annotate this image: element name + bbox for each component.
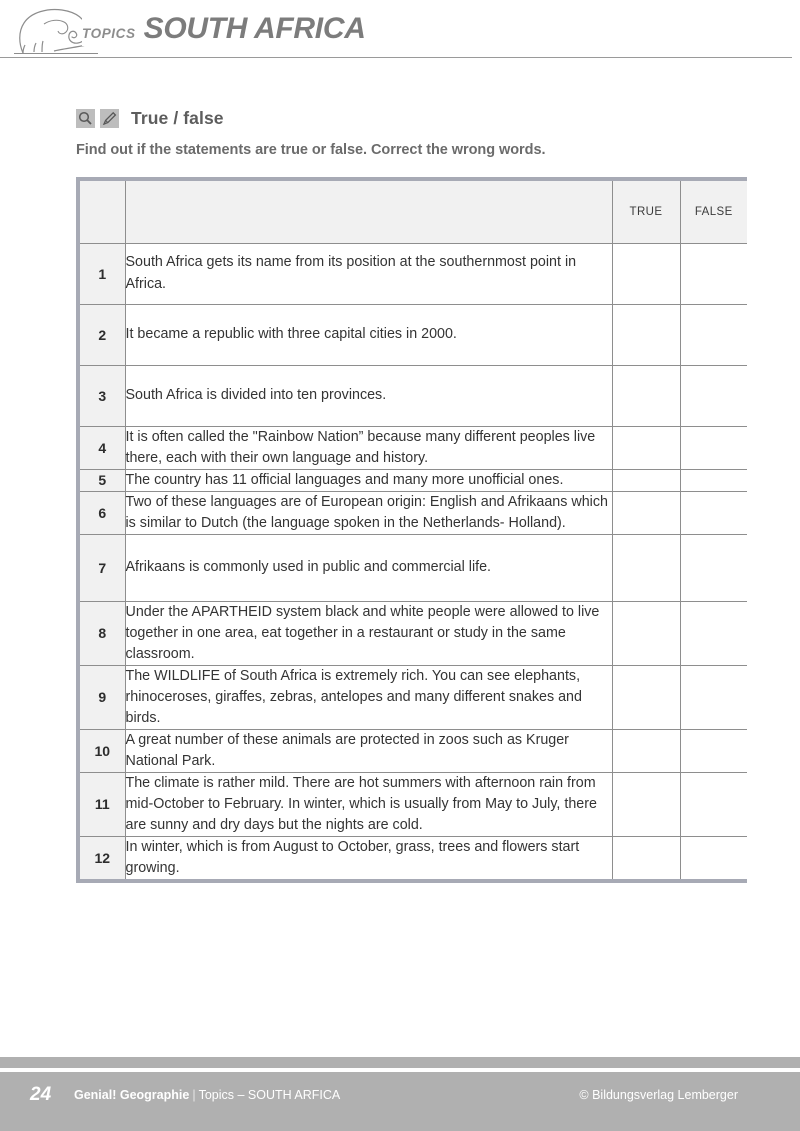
footer-separator: | bbox=[192, 1088, 196, 1102]
row-true-checkbox[interactable] bbox=[612, 729, 680, 772]
row-false-checkbox[interactable] bbox=[680, 534, 747, 601]
header-true: TRUE bbox=[612, 181, 680, 243]
row-number: 11 bbox=[80, 772, 125, 836]
row-number: 9 bbox=[80, 665, 125, 729]
row-false-checkbox[interactable] bbox=[680, 365, 747, 426]
table-row bbox=[80, 469, 747, 491]
page-footer bbox=[0, 1072, 800, 1131]
row-number: 4 bbox=[80, 426, 125, 469]
footer-chapter: Topics – SOUTH ARFICA bbox=[198, 1088, 341, 1102]
row-statement: The country has 11 official languages and many more unofficial ones. bbox=[125, 469, 612, 491]
row-false-checkbox[interactable] bbox=[680, 469, 747, 491]
task-title-row bbox=[76, 108, 800, 129]
table-row bbox=[80, 534, 747, 601]
task-instruction: Find out if the statements are true or false. Correct the wrong words. bbox=[76, 142, 546, 158]
row-statement: It is often called the "Rainbow Nation” because many different peoples live there, each with their own language and history. bbox=[125, 426, 612, 469]
row-false-checkbox[interactable] bbox=[680, 304, 747, 365]
row-statement: Afrikaans is commonly used in public and commercial life. bbox=[125, 534, 612, 601]
row-number: 5 bbox=[80, 469, 125, 491]
header-number-blank bbox=[80, 181, 125, 243]
row-number: 10 bbox=[80, 729, 125, 772]
header-topics-label: TOPICS bbox=[82, 26, 136, 41]
true-false-table-container bbox=[76, 177, 747, 883]
row-number: 6 bbox=[80, 491, 125, 534]
page-header bbox=[0, 0, 800, 78]
row-statement: A great number of these animals are protected in zoos such as Kruger National Park. bbox=[125, 729, 612, 772]
table-row bbox=[80, 304, 747, 365]
row-statement: Two of these languages are of European origin: English and Afrikaans which is similar to Dutch (the language spoken in the Netherlands- Holland). bbox=[125, 491, 612, 534]
row-false-checkbox[interactable] bbox=[680, 426, 747, 469]
true-false-table bbox=[80, 181, 747, 879]
table-row bbox=[80, 836, 747, 879]
table-row bbox=[80, 729, 747, 772]
footer-page-number: 24 bbox=[30, 1084, 52, 1105]
row-false-checkbox[interactable] bbox=[680, 729, 747, 772]
table-row bbox=[80, 601, 747, 665]
row-number: 3 bbox=[80, 365, 125, 426]
row-statement: It became a republic with three capital cities in 2000. bbox=[125, 304, 612, 365]
row-true-checkbox[interactable] bbox=[612, 772, 680, 836]
pencil-icon bbox=[100, 109, 119, 128]
row-true-checkbox[interactable] bbox=[612, 534, 680, 601]
row-statement: Under the APARTHEID system black and white people were allowed to live together in one area, eat together in a restaurant or study in the same classroom. bbox=[125, 601, 612, 665]
row-number: 8 bbox=[80, 601, 125, 665]
table-row bbox=[80, 243, 747, 304]
task-title: True / false bbox=[131, 108, 224, 128]
footer-accent-band bbox=[0, 1057, 800, 1068]
row-true-checkbox[interactable] bbox=[612, 469, 680, 491]
row-true-checkbox[interactable] bbox=[612, 426, 680, 469]
table-row bbox=[80, 772, 747, 836]
row-false-checkbox[interactable] bbox=[680, 601, 747, 665]
row-statement: South Africa is divided into ten provinces. bbox=[125, 365, 612, 426]
footer-copyright: © Bildungsverlag Lemberger bbox=[579, 1088, 738, 1102]
page-title: SOUTH AFRICA bbox=[143, 12, 366, 45]
table-body bbox=[80, 243, 747, 879]
row-statement: In winter, which is from August to October, grass, trees and flowers start growing. bbox=[125, 836, 612, 879]
table-row bbox=[80, 665, 747, 729]
row-false-checkbox[interactable] bbox=[680, 665, 747, 729]
task-block bbox=[76, 108, 800, 158]
row-false-checkbox[interactable] bbox=[680, 836, 747, 879]
header-statement-blank bbox=[125, 181, 612, 243]
row-number: 12 bbox=[80, 836, 125, 879]
magnifier-icon bbox=[76, 109, 95, 128]
row-false-checkbox[interactable] bbox=[680, 243, 747, 304]
table-row bbox=[80, 426, 747, 469]
row-statement: The climate is rather mild. There are hot summers with afternoon rain from mid-October to February. In winter, which is usually from May to July, there are sunny and dry days but the nights are cold. bbox=[125, 772, 612, 836]
row-true-checkbox[interactable] bbox=[612, 601, 680, 665]
footer-breadcrumb bbox=[74, 1088, 340, 1102]
header-false: FALSE bbox=[680, 181, 747, 243]
row-true-checkbox[interactable] bbox=[612, 365, 680, 426]
table-row bbox=[80, 491, 747, 534]
table-row bbox=[80, 365, 747, 426]
row-true-checkbox[interactable] bbox=[612, 491, 680, 534]
row-true-checkbox[interactable] bbox=[612, 836, 680, 879]
row-true-checkbox[interactable] bbox=[612, 304, 680, 365]
row-true-checkbox[interactable] bbox=[612, 665, 680, 729]
row-statement: South Africa gets its name from its position at the southernmost point in Africa. bbox=[125, 243, 612, 304]
footer-series-title: Genial! Geographie bbox=[74, 1088, 190, 1102]
row-number: 7 bbox=[80, 534, 125, 601]
header-divider bbox=[0, 57, 792, 58]
row-number: 1 bbox=[80, 243, 125, 304]
row-false-checkbox[interactable] bbox=[680, 491, 747, 534]
row-true-checkbox[interactable] bbox=[612, 243, 680, 304]
row-false-checkbox[interactable] bbox=[680, 772, 747, 836]
header-title-group bbox=[82, 12, 372, 46]
row-statement: The WILDLIFE of South Africa is extremely rich. You can see elephants, rhinoceroses, giraffes, zebras, antelopes and many different snakes and birds. bbox=[125, 665, 612, 729]
table-header-row bbox=[80, 181, 747, 243]
row-number: 2 bbox=[80, 304, 125, 365]
